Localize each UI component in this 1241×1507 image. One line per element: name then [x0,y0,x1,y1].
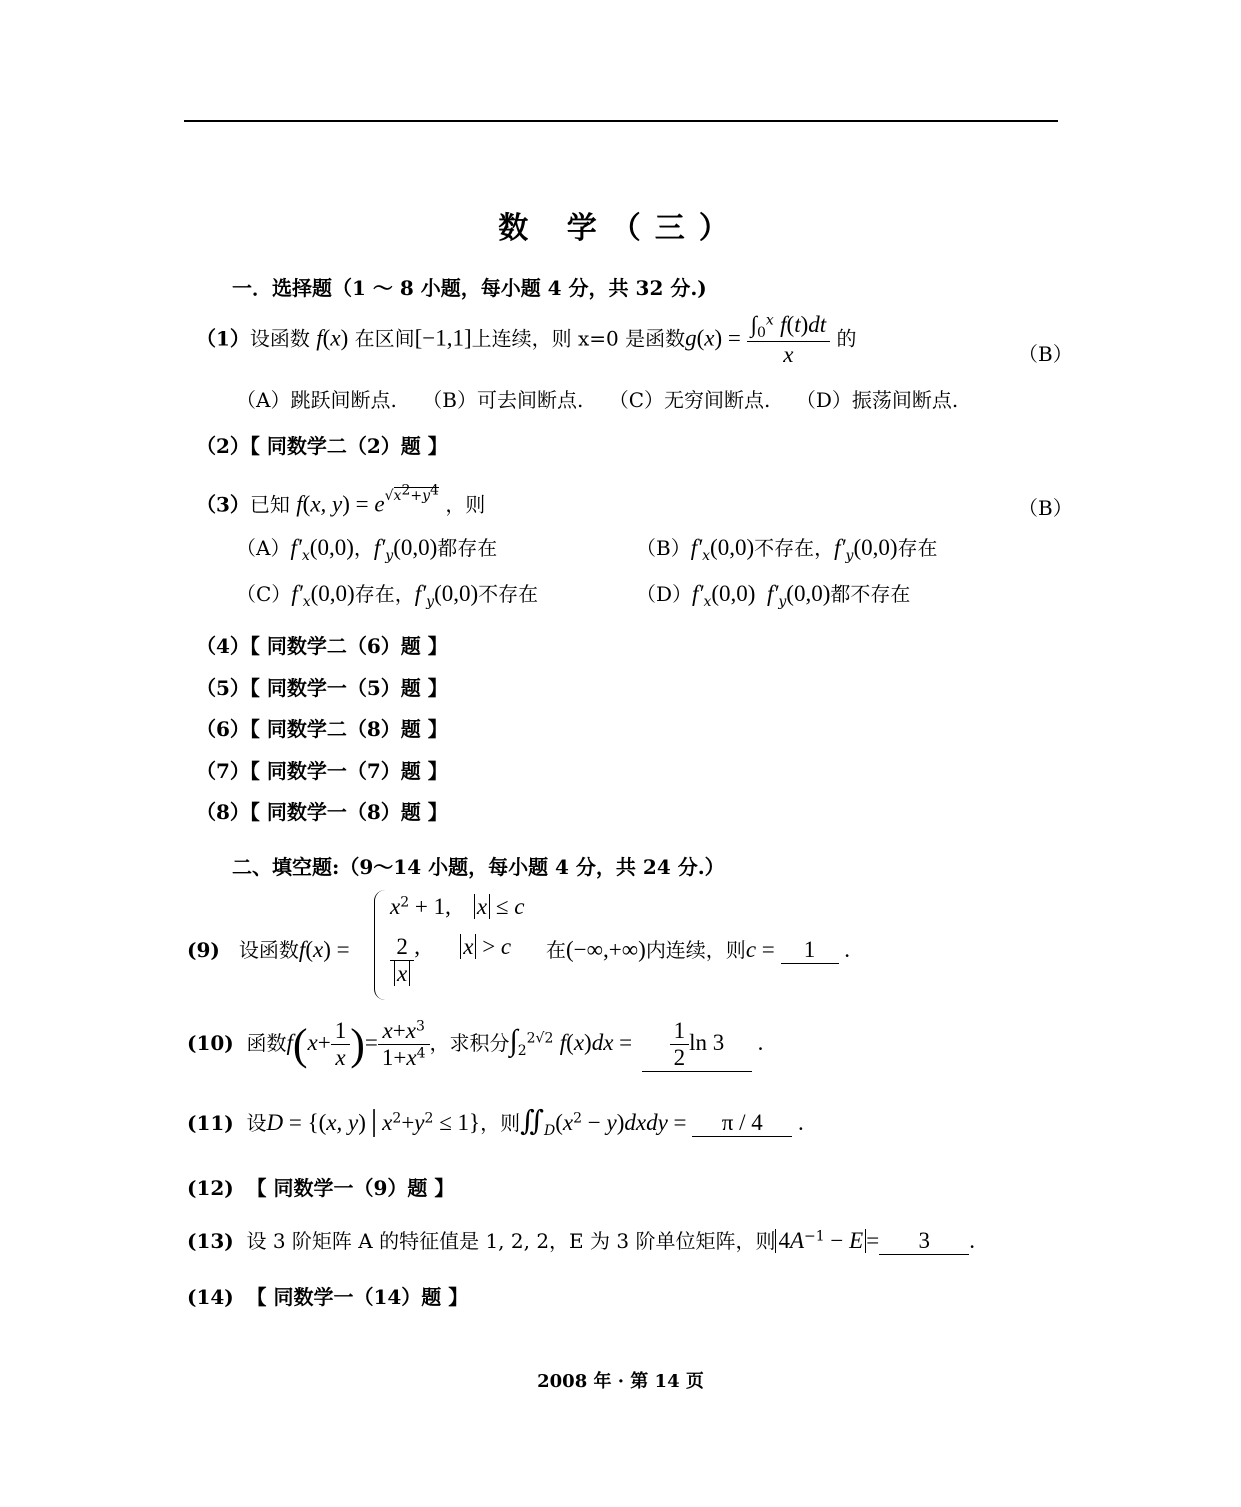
piecewise-case-1: $x^2 + 1$, x ≤ c [390,894,525,919]
question-6: （6）【 同数学二（8）题 】 [196,717,448,741]
math-f-x: f [316,325,323,351]
answer-3: （B） [1018,496,1073,520]
piecewise-case-2: $\frac{2}{x}$ , x > c [390,934,511,987]
question-1: （1）设函数 f(x) 在区间[−1,1]上连续，则 x=0 是函数g(x) = $\frac{\int_0^x f(t)dt}{x}$ 的 [196,312,857,367]
question-1-options: （A）跳跃间断点. （B）可去间断点. （C）无穷间断点. （D）振荡间断点. [236,388,959,412]
page-footer: 2008 年 · 第 14 页 [537,1371,704,1392]
question-label: （1） [196,326,250,351]
question-14: (14) 【 同数学一（14）题 】 [187,1285,469,1309]
header-rule [184,120,1058,122]
question-3-option-d: $(D)f'_x(0,0)$ $f'_y(0,0)$都不存在 [636,581,911,610]
math-interval: [−1,1] [414,325,472,351]
question-10: (10) 函数f(x+ $\frac{1}{x}$ )= $\frac{x+x^3}{1+x^4}$ ，求积分$\int_2^{2√2}$ f(x)dx = $\frac{1}{2}$ ln 3 . [187,1018,764,1070]
question-3-option-c: $(C)f'_x(0,0)$存在，$f'_y(0,0)$不存在 [236,581,539,610]
question-9: (9) 设函数f(x) = [187,937,350,962]
question-4: （4）【 同数学二（6）题 】 [196,634,448,658]
page-title: 数 学（三） [498,211,743,246]
question-5: （5）【 同数学一（5）题 】 [196,676,448,700]
answer-9: 1 [781,937,839,964]
question-9-tail: 在(−∞,+∞)内连续，则c = 1 . [546,937,851,962]
section-heading-fill: 二、填空题:（9～14 小题，每小题 4 分，共 24 分.） [232,855,725,879]
piecewise-brace [374,890,385,1000]
question-3-option-b: $(B)f'_x(0,0)$不存在，$f'_y(0,0)$存在 [636,535,938,564]
answer-1: （B） [1018,342,1073,366]
math-fraction-integral: $\frac{\int_0^x f(t)dt}{x}$ [747,312,831,368]
answer-13: 3 [879,1228,969,1255]
question-7: （7）【 同数学一（7）题 】 [196,759,448,783]
question-13: (13) 设 3 阶矩阵 A 的特征值是 1, 2, 2，E 为 3 阶单位矩阵，则 $4A^{-1} - E = 3$ . [187,1228,975,1253]
answer-10: $\frac{1}{2}$ ln 3 [642,1018,752,1072]
question-11: (11) 设D = {(x, $y)│x^2+y^2 \le 1$}，则$∬_D(x^2$ − y)dxdy = π / 4 . [187,1106,804,1139]
section-heading-choice: 一．选择题（1 ～ 8 小题，每小题 4 分，共 32 分.) [232,276,707,300]
question-2: （2）【 同数学二（2）题 】 [196,434,448,458]
question-8: （8）【 同数学一（8）题 】 [196,800,448,824]
question-3-option-a: $(A)f'_x(0,0)$，$f'_y(0,0)$都存在 [236,535,498,564]
question-12: (12) 【 同数学一（9）题 】 [187,1176,455,1200]
question-3: （3）已知 f(x, $y) = e^{√x^2+y^4}$ ，则 [196,482,486,517]
answer-11: π / 4 [692,1110,792,1137]
